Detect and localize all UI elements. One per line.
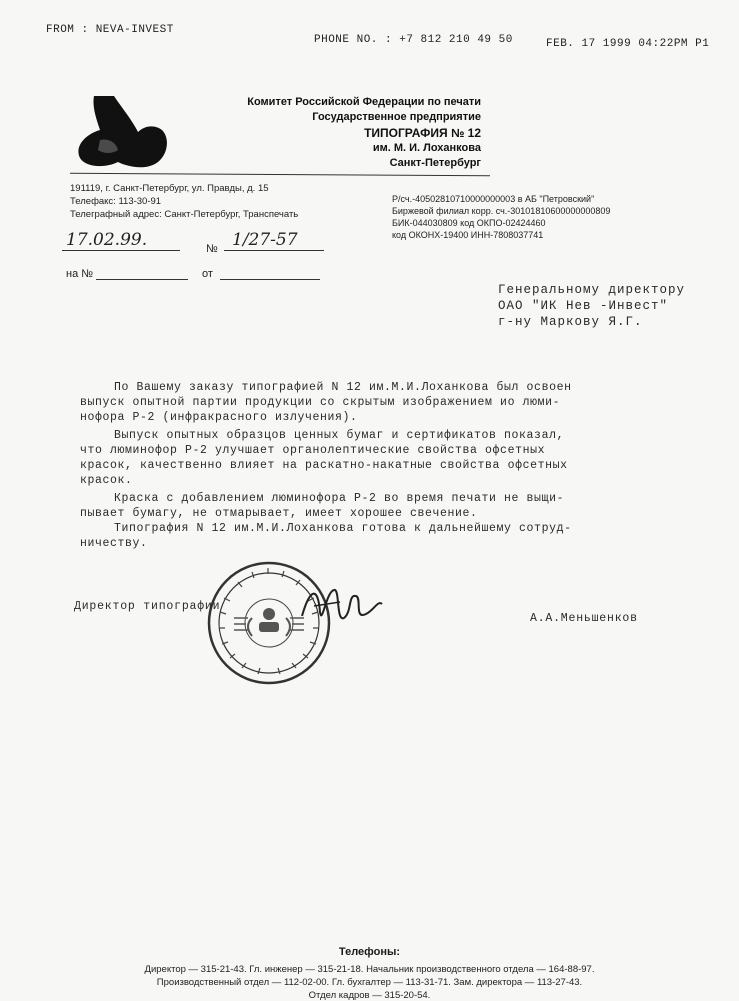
number-underline (224, 250, 324, 251)
footer-title: Телефоны: (338, 946, 401, 958)
letterhead-line-5: Санкт-Петербург (389, 157, 481, 169)
address-line-2: Телефакс: 113-30-91 (70, 196, 162, 207)
body-line-5: что люминофор Р-2 улучшает органолептические свойства офсетных (80, 444, 546, 457)
addressee-line-1: Генеральному директору (498, 283, 686, 297)
footer-line-1: Директор — 315-21-43. Гл. инженер — 315-21-18. Начальник производственного отдела — 164-88-97. (144, 964, 595, 975)
in-reply-underline (96, 279, 188, 280)
letterhead-line-3: ТИПОГРАФИЯ № 12 (364, 126, 481, 140)
body-line-11: ничеству. (80, 537, 148, 550)
in-reply-from-underline (220, 279, 320, 280)
letter-number: 1/27-57 (232, 230, 298, 250)
letterhead-divider (70, 173, 490, 177)
footer-line-3: Отдел кадров — 315-20-54. (308, 990, 431, 1001)
address-line-1: 191119, г. Санкт-Петербург, ул. Правды, д. 15 (70, 183, 269, 194)
letterhead-line-4: им. М. И. Лоханкова (372, 142, 481, 154)
body-line-4: Выпуск опытных образцов ценных бумаг и сертификатов показал, (114, 429, 565, 442)
in-reply-from-label: от (202, 268, 213, 280)
bank-line-4: код ОКОНХ-19400 ИНН-7808037741 (392, 230, 544, 240)
addressee-line-2: ОАО "ИК Нев -Инвест" (498, 299, 669, 313)
number-label: № (206, 243, 218, 255)
bank-line-2: Биржевой филиал корр. сч.-30101810600000000809 (392, 206, 611, 216)
body-line-3: нофора Р-2 (инфракрасного излучения). (80, 411, 358, 424)
fax-from: FROM : NEVA-INVEST (46, 24, 174, 36)
letter-date: 17.02.99. (66, 230, 148, 250)
bank-line-1: Р/сч.-40502810710000000003 в АБ "Петровский" (392, 194, 595, 204)
body-line-6: красок, качественно влияет на раскатно-накатные свойства офсетных (80, 459, 568, 472)
body-line-7: красок. (80, 474, 133, 487)
body-line-9: пывает бумагу, не отмарывает, имеет хорошее свечение. (80, 507, 478, 520)
bank-line-3: БИК-044030809 код ОКПО-02424460 (392, 218, 546, 228)
signature-title: Директор типографии (74, 600, 221, 613)
letterhead-line-2: Государственное предприятие (312, 111, 481, 123)
body-line-1: По Вашему заказу типографией N 12 им.М.И.Лоханкова был освоен (114, 381, 572, 394)
letterhead-line-1: Комитет Российской Федерации по печати (247, 96, 481, 108)
fax-date: FEB. 17 1999 04:22PM P1 (546, 38, 710, 50)
director-signature (296, 582, 386, 632)
footer-line-2: Производственный отдел — 112-02-00. Гл. бухгалтер — 113-31-71. Зам. директора — 113-27-43. (156, 977, 583, 988)
address-line-3: Телеграфный адрес: Санкт-Петербург, Транспечать (70, 209, 299, 220)
body-line-8: Краска с добавлением люминофора Р-2 во время печати не выщи- (114, 492, 565, 505)
date-underline (62, 250, 180, 251)
body-line-2: выпуск опытной партии продукции со скрытым изображением ио люми- (80, 396, 561, 409)
signature-name: А.А.Меньшенков (530, 612, 638, 625)
printing-house-logo (78, 96, 170, 168)
fax-phone: PHONE NO. : +7 812 210 49 50 (314, 34, 513, 46)
addressee-line-3: г-ну Маркову Я.Г. (498, 315, 643, 329)
in-reply-label: на № (66, 268, 94, 280)
body-line-10: Типография N 12 им.М.И.Лоханкова готова к дальнейшему сотруд- (114, 522, 572, 535)
